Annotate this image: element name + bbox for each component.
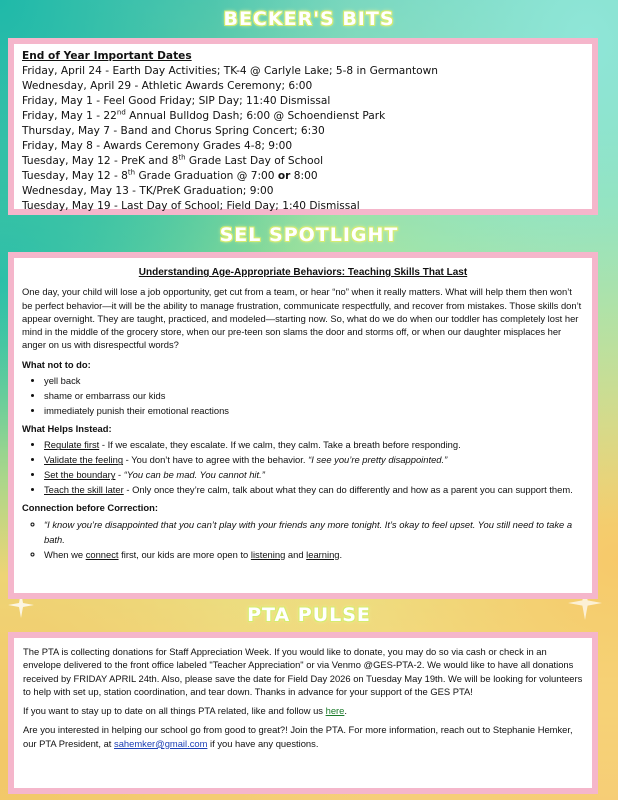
help-term: Regulate first: [44, 439, 100, 451]
connection-text: .: [339, 548, 343, 560]
date-item: [22, 199, 584, 214]
pta-pulse-heading: PTA PULSE: [247, 604, 371, 626]
beckers-bits-panel: [8, 38, 598, 215]
help-example: “I see you’re pretty disappointed.”: [308, 454, 448, 466]
date-item: [22, 64, 584, 79]
date-text: Tuesday, May 12 - 8: [22, 170, 128, 182]
here-link[interactable]: here: [325, 705, 345, 717]
listening-word: listening: [250, 548, 286, 560]
learning-word: learning: [306, 548, 340, 560]
connect-word: connect: [85, 548, 119, 560]
join-text: if you have any questions.: [207, 737, 319, 749]
follow-text: .: [344, 705, 347, 717]
date-text: Wednesday, April 29 - Athletic Awards Ceremony; 6:00: [22, 80, 313, 92]
help-term: Teach the skill later: [44, 484, 124, 496]
list-item: [44, 517, 584, 547]
date-text: th: [178, 153, 186, 162]
list-item: • shame or embarrass our kids: [44, 388, 584, 403]
beckers-bits-heading: BECKER'S BITS: [223, 8, 395, 30]
date-text: Thursday, May 7 - Band and Chorus Spring Concert; 6:30: [22, 125, 325, 137]
date-text: 8:00: [290, 170, 318, 182]
list-item: [44, 482, 584, 497]
date-text: Tuesday, May 19 - Last Day of School; Field Day; 1:40 Dismissal: [22, 200, 360, 212]
date-item: [22, 184, 584, 199]
date-item: [22, 79, 584, 94]
helps-heading: What Helps Instead:: [22, 423, 112, 435]
date-item: [22, 169, 584, 184]
date-text: or: [277, 170, 291, 182]
date-text: Grade Graduation @ 7:00: [135, 170, 278, 182]
date-text: Friday, May 1 - 22: [22, 110, 117, 122]
not-to-do-heading: What not to do:: [22, 358, 91, 370]
email-link[interactable]: sahemker@gmail.com: [114, 737, 208, 749]
help-text: -: [115, 469, 124, 481]
list-item: [44, 437, 584, 452]
connection-list: [22, 517, 584, 562]
list-item: [44, 452, 584, 467]
helps-list: [22, 437, 584, 497]
pta-paragraph-join: [23, 723, 583, 750]
list-item: • yell back: [44, 373, 584, 388]
help-term: Set the boundary: [44, 469, 116, 481]
help-example: “You can be mad. You cannot hit.”: [123, 469, 265, 481]
date-item: [22, 124, 584, 139]
connection-text: and: [285, 548, 307, 560]
sel-spotlight-panel: [8, 252, 598, 599]
connection-quote: “I know you’re disappointed that you can’t play with your friends any more tonight. It’s okay to feel upset. You still need to take a bath.: [44, 518, 573, 545]
date-item: [22, 154, 584, 169]
date-item: [22, 109, 584, 124]
date-text: th: [127, 168, 136, 177]
not-to-do-list: [22, 373, 584, 418]
date-item: [22, 139, 584, 154]
follow-text: If you want to stay up to date on all things PTA related, like and follow us: [23, 705, 326, 717]
sel-article-title: Understanding Age-Appropriate Behaviors: Teaching Skills That Last: [138, 267, 468, 278]
date-text: Friday, May 8 - Awards Ceremony Grades 4-8; 9:00: [22, 140, 293, 152]
date-text: Wednesday, May 13 - TK/PreK Graduation; 9:00: [22, 185, 274, 197]
sel-intro-paragraph: One day, your child will lose a job opportunity, get cut from a team, or hear “no” when it really matters. What will help them then won’t be perfect behavior—it will be the ability to manage frustration, communicate respectfully, and recover from mistakes. Those skills don’t appear overnight. They are taught, practiced, and modeled—starting now. So, what do we do when our toddler has completely lost her mind in the middle of the grocery store, when our pre-teen son slams the door and storms off, or when our daughter misplaces her anger on us with disrespectful words?: [22, 286, 582, 351]
pta-paragraph-follow: [23, 704, 583, 717]
help-term: Validate the feeling: [44, 454, 124, 466]
pta-paragraph-donations: The PTA is collecting donations for Staff Appreciation Week. If you would like to donate, you may do so via cash or check in an envelope delivered to the front office labeled "Teacher Appreciation" or via Venmo @GES-PTA-2. We would like to have all donations received by FRIDAY APRIL 24th. Also, please save the date for Field Day 2026 on Tuesday May 19th. We will be looking for volunteers to help with set up, station coordination, and tear down. Thanks in advance for your support of the GES PTA!: [23, 646, 583, 697]
list-item: • immediately punish their emotional reactions: [44, 403, 584, 418]
sel-spotlight-heading: SEL SPOTLIGHT: [219, 224, 399, 246]
date-text: Friday, April 24 - Earth Day Activities; TK-4 @ Carlyle Lake; 5-8 in Germantown: [22, 65, 439, 77]
list-item: [44, 467, 584, 482]
help-text: - You don’t have to agree with the behavior.: [123, 454, 309, 466]
list-item: [44, 547, 584, 562]
join-text: Are you interested in helping our school go from good to great?! Join the PTA. For more information, reach out to Stephanie Hemker, our PTA President, at: [23, 724, 573, 749]
date-item: [22, 94, 584, 109]
date-text: Friday, May 1 - Feel Good Friday; SIP Day; 11:40 Dismissal: [22, 95, 331, 107]
date-text: nd: [116, 108, 126, 117]
date-text: Annual Bulldog Dash; 6:00 @ Schoendienst Park: [125, 110, 386, 122]
dates-list: [22, 64, 584, 214]
date-text: Grade Last Day of School: [185, 155, 324, 167]
date-text: Tuesday, May 12 - PreK and 8: [22, 155, 179, 167]
help-text: - Only once they’re calm, talk about what they can do differently and how as a parent you can support them.: [123, 484, 573, 496]
connection-text: first, our kids are more open to: [118, 548, 251, 560]
dates-title: End of Year Important Dates: [22, 50, 192, 62]
help-text: - If we escalate, they escalate. If we calm, they calm. Take a breath before responding.: [99, 439, 461, 451]
pta-pulse-panel: [8, 632, 598, 794]
connection-text: When we: [44, 548, 86, 560]
connection-heading: Connection before Correction:: [22, 502, 158, 514]
